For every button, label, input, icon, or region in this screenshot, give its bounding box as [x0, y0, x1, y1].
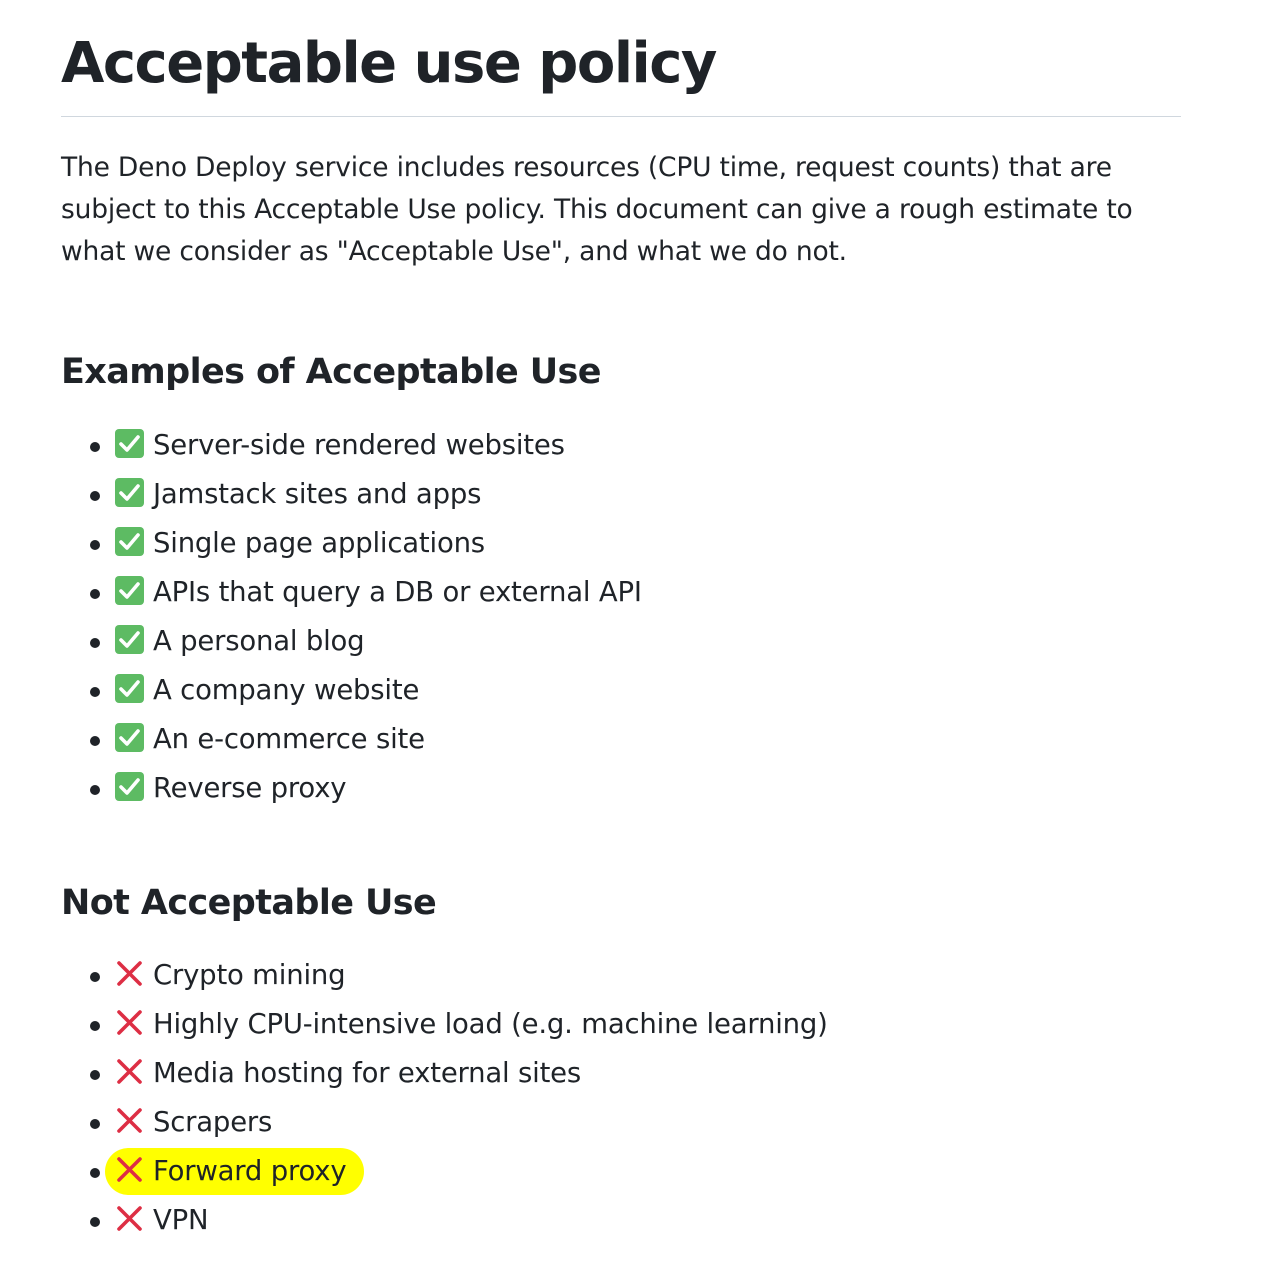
check-mark-icon	[115, 478, 144, 507]
list-item-label: APIs that query a DB or external API	[153, 576, 642, 608]
highlight-marker	[105, 1148, 364, 1195]
list-item-label: Highly CPU-intensive load (e.g. machine learning)	[153, 1008, 828, 1040]
list-item-label: Crypto mining	[153, 959, 346, 991]
list-item-label: A personal blog	[153, 625, 365, 657]
bullet-icon	[90, 442, 100, 452]
acceptable-use-heading: Examples of Acceptable Use	[61, 352, 601, 392]
list-item	[61, 421, 1181, 470]
bullet-icon	[90, 972, 100, 982]
cross-mark-icon	[115, 1057, 144, 1086]
list-item-label: Single page applications	[153, 527, 485, 559]
bullet-icon	[90, 1168, 100, 1178]
list-item	[61, 1000, 1181, 1049]
intro-paragraph: The Deno Deploy service includes resources (CPU time, request counts) that are subject to this Acceptable Use policy. This document can give a rough estimate to what we consider as "Acceptable Use", and what we do not.	[61, 152, 1133, 267]
list-item	[61, 764, 1181, 813]
check-mark-icon	[115, 723, 144, 752]
list-item-label: Server-side rendered websites	[153, 429, 565, 461]
check-mark-icon	[115, 576, 144, 605]
list-item	[61, 951, 1181, 1000]
check-mark-icon	[115, 674, 144, 703]
list-item-label: An e-commerce site	[153, 723, 425, 755]
list-item-label: Scrapers	[153, 1106, 273, 1138]
acceptable-use-list	[61, 421, 1181, 813]
bullet-icon	[90, 736, 100, 746]
cross-mark-icon	[115, 959, 144, 988]
list-item-label: VPN	[153, 1204, 209, 1236]
list-item	[61, 617, 1181, 666]
check-mark-icon	[115, 772, 144, 801]
list-item	[61, 1098, 1181, 1147]
cross-mark-icon	[115, 1155, 144, 1184]
list-item	[61, 470, 1181, 519]
page-title: Acceptable use policy	[61, 31, 716, 96]
bullet-icon	[90, 589, 100, 599]
bullet-icon	[90, 540, 100, 550]
list-item-label: A company website	[153, 674, 420, 706]
list-item	[61, 1196, 1181, 1245]
bullet-icon	[90, 687, 100, 697]
cross-mark-icon	[115, 1204, 144, 1233]
check-mark-icon	[115, 625, 144, 654]
list-item-label: Reverse proxy	[153, 772, 347, 804]
check-mark-icon	[115, 527, 144, 556]
cross-mark-icon	[115, 1008, 144, 1037]
list-item	[61, 1049, 1181, 1098]
bullet-icon	[90, 1021, 100, 1031]
list-item-label: Jamstack sites and apps	[153, 478, 482, 510]
list-item-highlighted	[61, 1147, 1181, 1196]
list-item	[61, 666, 1181, 715]
list-item	[61, 519, 1181, 568]
bullet-icon	[90, 491, 100, 501]
not-acceptable-use-list	[61, 951, 1181, 1245]
bullet-icon	[90, 785, 100, 795]
list-item-label: Forward proxy	[153, 1155, 347, 1187]
title-divider	[61, 116, 1181, 117]
bullet-icon	[90, 1217, 100, 1227]
bullet-icon	[90, 1119, 100, 1129]
document-content	[61, 0, 1181, 1245]
not-acceptable-use-heading: Not Acceptable Use	[61, 883, 437, 923]
cross-mark-icon	[115, 1106, 144, 1135]
bullet-icon	[90, 638, 100, 648]
check-mark-icon	[115, 429, 144, 458]
list-item	[61, 568, 1181, 617]
list-item-label: Media hosting for external sites	[153, 1057, 582, 1089]
list-item	[61, 715, 1181, 764]
bullet-icon	[90, 1070, 100, 1080]
